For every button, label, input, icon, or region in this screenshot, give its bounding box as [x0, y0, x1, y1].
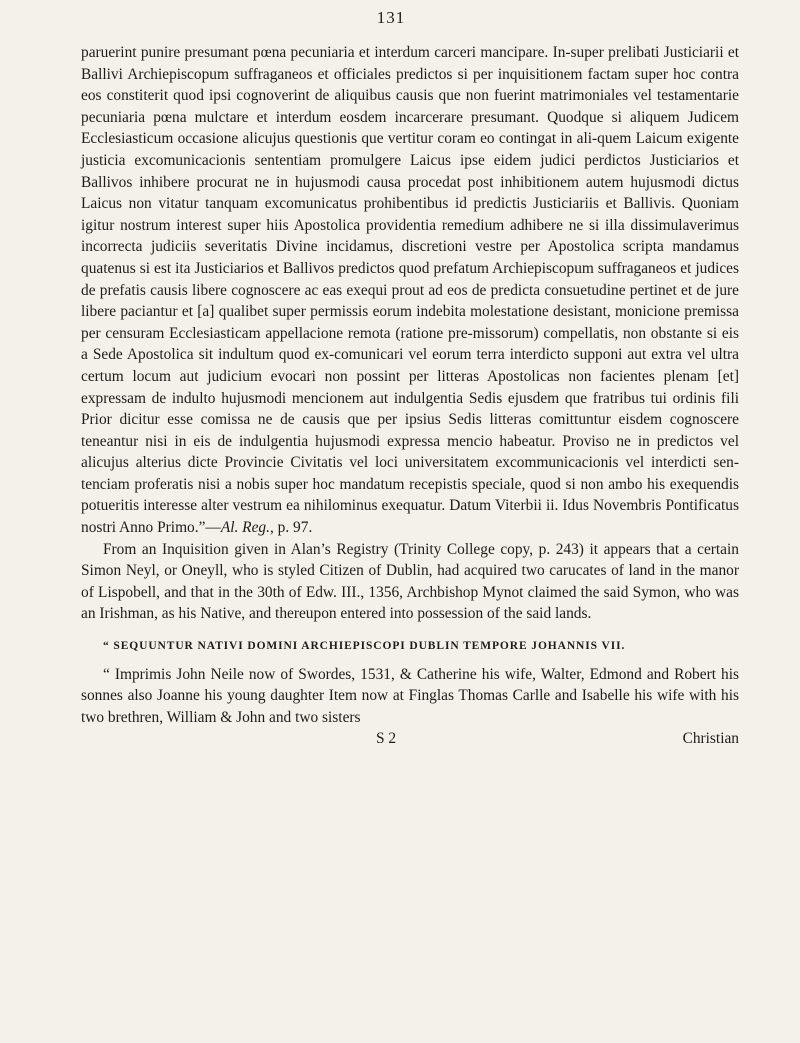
- catchword: Christian: [682, 730, 739, 748]
- body-text: [81, 42, 739, 750]
- page-number: 131: [376, 8, 406, 27]
- section-heading: “ SEQUUNTUR NATIVI DOMINI ARCHIEPISCOPI DUBLIN TEMPORE JOHANNIS VII.: [103, 640, 626, 653]
- citation-italic: Al. Reg.: [220, 519, 270, 537]
- paragraph-latin-text: paruerint punire presumant pœna pecuniaria et interdum carceri mancipare. In-super prelibati Justiciarii et Ballivi Archiepiscopum suffraganeos et officiales predictos si per inquisitionem factam super hoc contra eos constiterit quod ipsi cognoverint de aliquibus causis que non fuerint matrimoniales vel testamentarie pecuniaria pœna mulctare et interdum eosdem incarcerare presumant. Quodque si aliquem Judicem Ecclesiasticum occasione alicujus questionis que vertitur coram eo contingat in ali-quem Laicum exigente justicia excomunicacionis sententiam promulgere Laicus ipse eidem judici perdictos Justiciarios et Ballivos inhibere procurat ne in hujusmodi causa procedat post inhibitionem autem hujusmodi dictus Laicus non vitatur tanquam excomunicatus prohibentibus id predictis Justiciariis et Ballivis. Quoniam igitur nostrum interest super hiis Apostolica providentia remedium adhibere ne si illa dissimulaverimus incorrecta judiciis severitatis Divine incidamus, discretioni vestre per Apostolica scripta mandamus quatenus si est ita Justiciarios et Ballivos predictos quod prefatum Archiepiscopum suffraganeos et judices de prefatis causis libere cognoscere ac eas exequi prout ad eos de predicta consuetudine pertinet et de jure libere paciantur et [a] qualibet super permissis eorum indebita molestatione desistant, monicione premissa per censuram Ecclesiasticam appellacione remota (ratione pre-missorum) compellatis, non obstante si eis a Sede Apostolica sit indultum quod ex-comunicari vel eorum terra interdicto supponi aut extra vel ultra certum locum aut judicium evocari non possint per litteras Apostolicas non facientes plenam [et] expressam de indulto hujusmodi mencionem aut indulgentia Sedis ejusdem que fratribus tui ordinis fili Prior dicitur esse comissa ne de causis que per ipsius Sedis litteras comittuntur eisdem cognoscere teneantur nisi in eis de indulgentia hujusmodi expressa mencio habeatur. Proviso ne in predictos vel alicujus alterius dicte Provincie Civitatis vel loci universitatem excommunicacionis vel interdicti sen-tenciam proferatis nisi a nobis super hoc mandatum recepistis speciale, quod si non ambo his exequendis potueritis interesse alter vestrum ea nihilominus exequatur. Datum Viterbii ii. Idus Novembris Pontificatus nostri Anno Primo.”—: [81, 44, 739, 537]
- paragraph-imprimis: “ Imprimis John Neile now of Swordes, 1531, & Catherine his wife, Walter, Edmond and Robert his sonnes also Joanne his young daughter Item now at Finglas Thomas Carlle and Isabelle his wife with his two brethren, William & John and two sisters: [81, 665, 739, 726]
- paragraph-inquisition: From an Inquisition given in Alan’s Registry (Trinity College copy, p. 243) it appears that a certain Simon Neyl, or Oneyll, who is styled Citizen of Dublin, had acquired two carucates of land in the manor of Lispobell, and that in the 30th of Edw. III., 1356, Archbishop Mynot claimed the said Symon, who was an Irishman, as his Native, and thereupon entered into possession of the said lands.: [81, 540, 739, 623]
- citation-tail: , p. 97.: [269, 519, 313, 537]
- page-footer: [81, 728, 739, 750]
- paragraph-latin-decree: [81, 42, 739, 539]
- signature-mark: S 2: [376, 730, 397, 748]
